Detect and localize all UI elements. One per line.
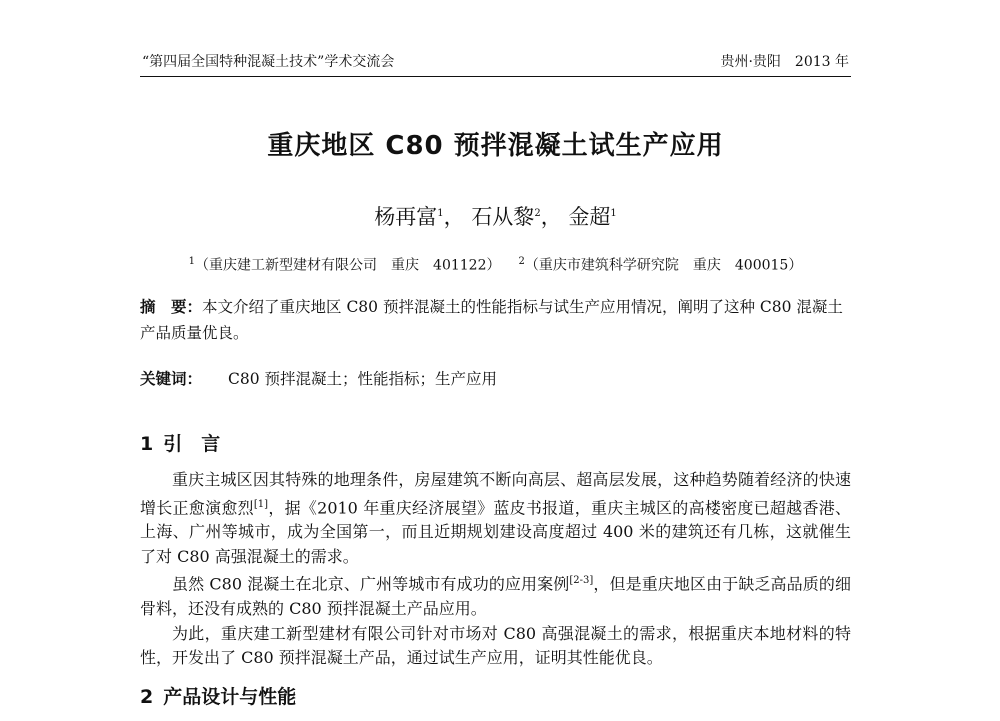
keywords-text: C80 预拌混凝土；性能指标；生产应用 (228, 370, 498, 388)
keywords (140, 366, 851, 392)
running-header (140, 52, 851, 77)
header-location-year: 贵州·贵阳 2013 年 (720, 54, 849, 70)
paragraph-text: 虽然 C80 混凝土在北京、广州等城市有成功的应用案例 (172, 574, 570, 594)
paragraph-text: 重庆主城区因其特殊的地理条件，房屋建筑不断向高层、超高层发展，这种趋势随着经济的快速增长正愈演愈烈 (140, 470, 851, 517)
affiliation-mark: 1 (188, 256, 196, 267)
paragraph (140, 622, 851, 671)
section-number: 2 (140, 686, 154, 708)
section-number: 1 (140, 433, 154, 455)
author-name: 杨再富 (374, 205, 438, 229)
affiliations (140, 252, 851, 276)
affiliation-text: （重庆建工新型建材有限公司 重庆 401122） (195, 257, 501, 274)
citation-ref: [1] (253, 498, 269, 510)
abstract-label: 摘 要： (140, 298, 203, 316)
paragraph-text: ，但是重庆地区由于缺乏高品质的细骨料，还没有成熟的 C80 预拌混凝土产品应用。 (140, 574, 851, 619)
abstract-text: 本文介绍了重庆地区 C80 预拌混凝土的性能指标与试生产应用情况，阐明了这种 C80 混凝土产品质量优良。 (140, 298, 843, 342)
section-heading-introduction (140, 430, 851, 458)
abstract (140, 294, 851, 346)
paragraph-text: 为此，重庆建工新型建材有限公司针对市场对 C80 高强混凝土的需求，根据重庆本地材料的特性，开发出了 C80 预拌混凝土产品，通过试生产应用，证明其性能优良。 (140, 623, 851, 668)
paragraph (140, 569, 851, 621)
author-affil-mark: 1 (437, 208, 444, 219)
affiliation-mark: 2 (518, 256, 525, 267)
author-name: 石从黎 (471, 205, 535, 229)
paragraph-text: ，据《2010 年重庆经济展望》蓝皮书报道，重庆主城区的高楼密度已超越香港、上海、广州等城市，成为全国第一，而且近期规划建设高度超过 400 米的建筑还有几栋，这就催生了对 C80 高强混凝土的需求。 (140, 497, 851, 566)
author-affil-mark: 1 (610, 208, 617, 219)
section-title: 产品设计与性能 (163, 686, 297, 708)
author-list: 杨再富$^1$， 石从黎$^2$， 金超$^1$ (374, 205, 617, 229)
paragraph (140, 468, 851, 569)
author-name: 金超 (568, 205, 611, 229)
keywords-label: 关键词： (140, 370, 203, 388)
paper-title: 重庆地区 C80 预拌混凝土试生产应用 (267, 131, 724, 161)
affiliation-text: （重庆市建筑科学研究院 重庆 400015） (524, 257, 803, 274)
citation-ref: [2-3] (569, 575, 594, 587)
body-text (140, 468, 851, 671)
section-heading-product-design (140, 683, 851, 711)
header-conference: “第四届全国特种混凝土技术”学术交流会 (142, 54, 395, 70)
author-affil-mark: 2 (534, 208, 541, 219)
section-title: 引 言 (163, 433, 221, 455)
